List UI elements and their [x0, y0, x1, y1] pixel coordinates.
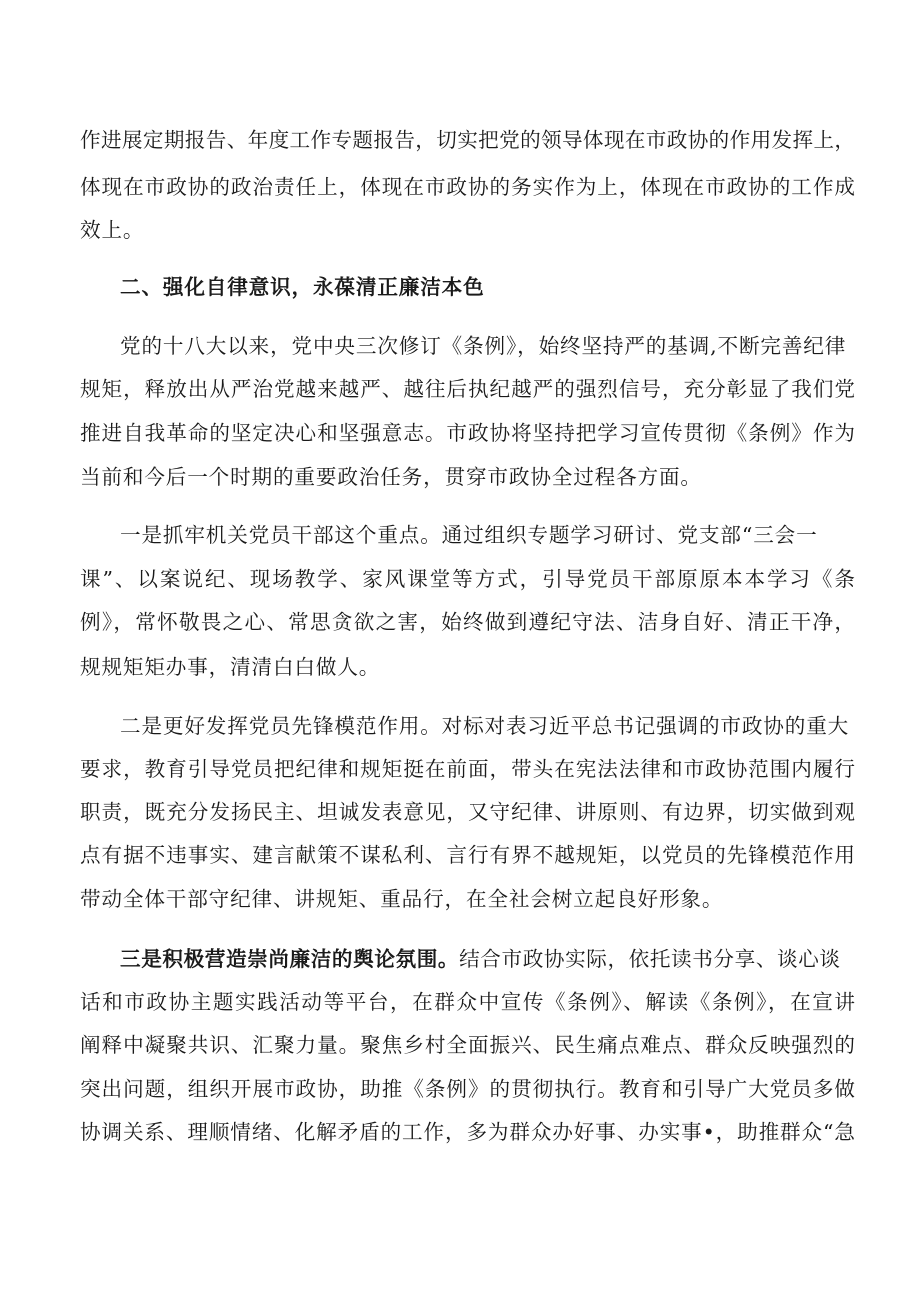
paragraph-line: 规规矩矩办事，清清白白做人。	[80, 655, 381, 679]
paragraph-line: 作进展定期报告、年度工作专题报告，切实把党的领导体现在市政协的作用发挥上，	[80, 128, 855, 152]
paragraph-line	[120, 944, 855, 974]
paragraph-line: 例》，常怀敬畏之心、常思贪欲之害，始终做到遵纪守法、洁身自好、清正干净，	[80, 610, 855, 634]
paragraph-line: 当前和今后一个时期的重要政治任务，贯穿市政协全过程各方面。	[80, 465, 702, 489]
bold-lead: 三是积极营造崇尚廉洁的舆论氛围。	[120, 947, 460, 971]
paragraph-line: 效上。	[80, 218, 145, 242]
paragraph-line: 带动全体干部守纪律、讲规矩、重品行，在全社会树立起良好形象。	[80, 887, 724, 911]
paragraph-line: 课”、以案说纪、现场教学、家风课堂等方式，引导党员干部原原本本学习《条	[80, 567, 855, 591]
paragraph-line: 突出问题，组织开展市政协，助推《条例》的贯彻执行。教育和引导广大党员多做	[80, 1077, 855, 1101]
paragraph-line: 党的十八大以来，党中央三次修订《条例》，始终坚持严的基调,不断完善纪律	[120, 334, 847, 358]
section-heading: 二、强化自律意识，永葆清正廉洁本色	[120, 275, 485, 299]
paragraph-line: 话和市政协主题实践活动等平台，在群众中宣传《条例》、解读《条例》，在宣讲	[80, 990, 855, 1014]
paragraph-line: 职责，既充分发扬民主、坦诚发表意见，又守纪律、讲原则、有边界，切实做到观	[80, 800, 855, 824]
paragraph-line: 一是抓牢机关党员干部这个重点。通过组织专题学习研讨、党支部“三会一	[120, 523, 818, 547]
paragraph-line: 阐释中凝聚共识、汇聚力量。聚焦乡村全面振兴、民生痛点难点、群众反映强烈的	[80, 1033, 855, 1057]
paragraph-line: 协调关系、理顺情绪、化解矛盾的工作，多为群众办好事、办实事•，助推群众“急	[80, 1120, 855, 1144]
paragraph-line: 要求，教育引导党员把纪律和规矩挺在前面，带头在宪法法律和市政协范围内履行	[80, 757, 855, 781]
paragraph-line: 规矩，释放出从严治党越来越严、越往后执纪越严的强烈信号，充分彰显了我们党	[80, 377, 855, 401]
paragraph-line: 推进自我革命的坚定决心和坚强意志。市政协将坚持把学习宣传贯彻《条例》作为	[80, 421, 855, 445]
paragraph-line: 二是更好发挥党员先锋模范作用。对标对表习近平总书记强调的市政协的重大	[120, 714, 850, 738]
paragraph-text: 结合市政协实际，依托读书分享、谈心谈	[459, 947, 841, 971]
paragraph-line: 体现在市政协的政治责任上，体现在市政协的务实作为上，体现在市政协的工作成	[80, 175, 855, 199]
paragraph-line: 点有据不违事实、建言献策不谋私利、言行有界不越规矩，以党员的先锋模范作用	[80, 843, 855, 867]
